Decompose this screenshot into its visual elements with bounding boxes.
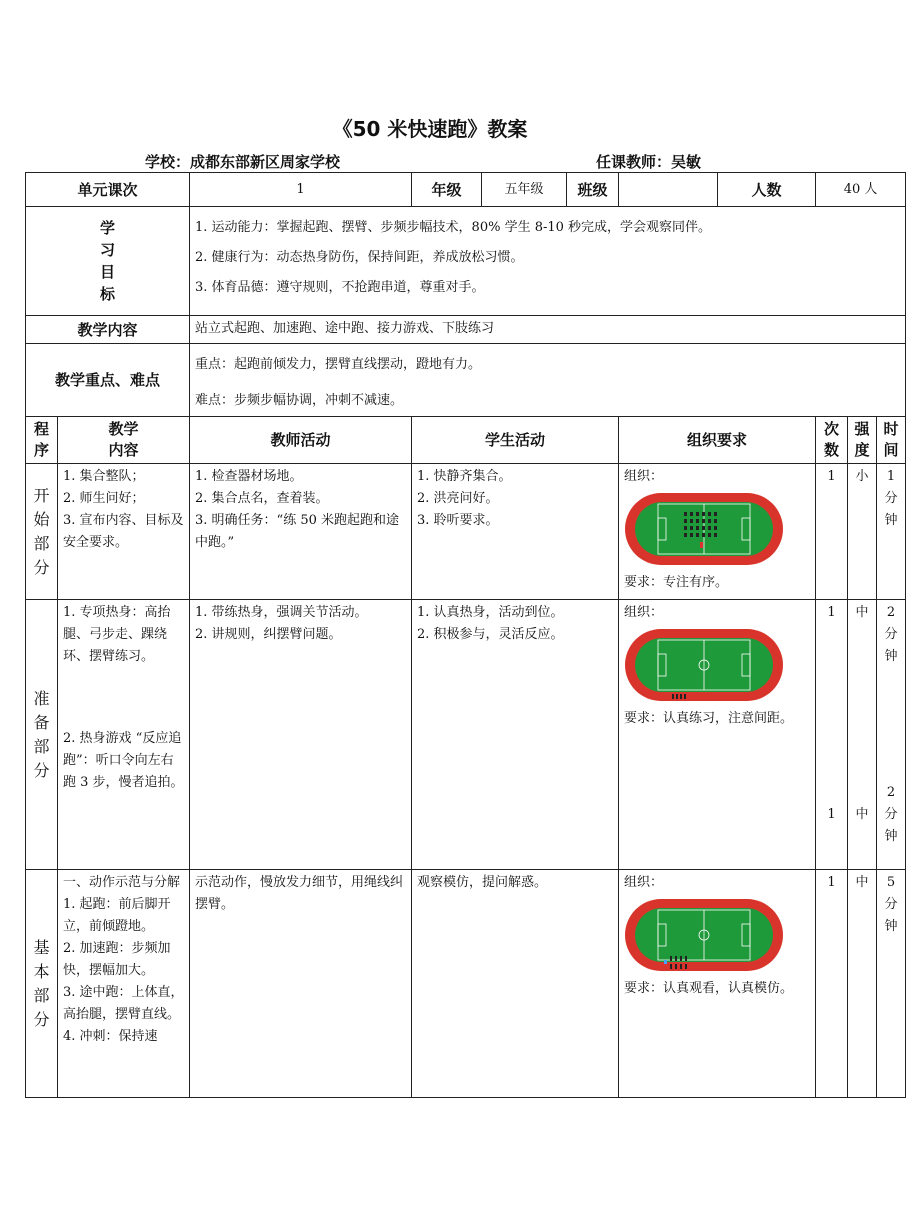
people-value: 40 人 — [816, 173, 906, 207]
grade-label: 年级 — [412, 173, 482, 207]
col-phase: 程 序 — [26, 417, 58, 464]
prepare-times — [816, 600, 848, 870]
phase-basic: 基 本 部 分 — [26, 870, 58, 1098]
teacher-marker-icon — [664, 960, 667, 964]
content-line: 3. 宣布内容、目标及安全要求。 — [63, 513, 184, 550]
basic-duration: 5 分 钟 — [877, 870, 906, 1098]
goals-list — [190, 207, 906, 316]
keypoints-label: 教学重点、难点 — [26, 344, 190, 417]
unit-label: 单元课次 — [26, 173, 190, 207]
content-line: 一、动作示范与分解 — [63, 875, 181, 890]
org-label: 组织： — [624, 875, 664, 890]
track-diagram — [624, 492, 784, 566]
goals-label-char: 标 — [100, 285, 116, 303]
org-requirement: 要求：专注有序。 — [624, 575, 729, 590]
track-diagram — [624, 628, 784, 702]
goal-item: 2. 健康行为：动态热身防伤，保持间距，养成放松习惯。 — [195, 250, 524, 265]
page-title: 《50 米快速跑》教案 — [332, 117, 528, 141]
content-value: 站立式起跑、加速跑、途中跑、接力游戏、下肢练习 — [190, 316, 906, 344]
goals-label — [26, 207, 190, 316]
prepare-content — [58, 600, 190, 870]
prepare-duration — [877, 600, 906, 870]
teacher-marker-icon — [700, 542, 703, 548]
start-student — [412, 464, 619, 600]
teacher-line: 2. 讲规则，纠摆臂问题。 — [195, 627, 342, 642]
start-duration: 1 分 钟 — [877, 464, 906, 600]
content-line: 3. 途中跑：上体直，高抬腿，摆臂直线。 — [63, 985, 184, 1022]
prepare-teacher — [190, 600, 412, 870]
times-value: 1 — [827, 605, 836, 620]
grade-value: 五年级 — [482, 173, 567, 207]
content-line: 2. 热身游戏 “反应追跑”：听口令向左右跑 3 步，慢者追拍。 — [63, 731, 184, 790]
org-requirement: 要求：认真练习，注意间距。 — [624, 711, 794, 726]
prepare-org — [619, 600, 816, 870]
org-requirement: 要求：认真观看，认真模仿。 — [624, 981, 794, 996]
basic-org — [619, 870, 816, 1098]
col-duration: 时 间 — [877, 417, 906, 464]
people-label: 人数 — [718, 173, 816, 207]
basic-student: 观察模仿，提问解惑。 — [412, 870, 619, 1098]
col-intensity: 强 度 — [848, 417, 877, 464]
student-line: 1. 快静齐集合。 — [417, 469, 512, 484]
keypoints-cell — [190, 344, 906, 417]
difficulty-point: 难点：步频步幅协调，冲刺不减速。 — [195, 393, 404, 408]
col-teacher: 教师活动 — [190, 417, 412, 464]
student-line: 1. 认真热身，活动到位。 — [417, 605, 564, 620]
intensity-value: 中 — [855, 605, 869, 620]
duration-value: 2 分 钟 — [884, 605, 898, 664]
goals-label-char: 目 — [100, 263, 116, 281]
student-line: 2. 洪亮问好。 — [417, 491, 499, 506]
key-point: 重点：起跑前倾发力，摆臂直线摆动，蹬地有力。 — [195, 357, 482, 372]
content-line: 1. 起跑：前后脚开立，前倾蹬地。 — [63, 897, 171, 934]
col-content: 教学 内容 — [58, 417, 190, 464]
goals-label-char: 学 — [100, 219, 116, 237]
content-line: 1. 专项热身：高抬腿、弓步走、踝绕环、摆臂练习。 — [63, 605, 171, 664]
class-value — [619, 173, 718, 207]
teacher-line: 3. 明确任务：“练 50 米跑起跑和途中跑。” — [195, 513, 400, 550]
content-label: 教学内容 — [26, 316, 190, 344]
org-label: 组织： — [624, 469, 664, 484]
org-label: 组织： — [624, 605, 664, 620]
prepare-student — [412, 600, 619, 870]
intensity-value: 中 — [855, 807, 869, 822]
lesson-plan-table — [25, 172, 906, 1098]
duration-value: 2 分 钟 — [884, 785, 898, 844]
phase-start: 开 始 部 分 — [26, 464, 58, 600]
student-line: 2. 积极参与，灵活反应。 — [417, 627, 564, 642]
teacher-line: 1. 带练热身，强调关节活动。 — [195, 605, 368, 620]
basic-intensity: 中 — [848, 870, 877, 1098]
goals-label-char: 习 — [100, 241, 116, 259]
teacher-name: 任课教师：吴敏 — [596, 153, 702, 171]
student-line: 3. 聆听要求。 — [417, 513, 499, 528]
start-times: 1 — [816, 464, 848, 600]
col-student: 学生活动 — [412, 417, 619, 464]
start-teacher — [190, 464, 412, 600]
basic-teacher: 示范动作，慢放发力细节，用绳线纠摆臂。 — [190, 870, 412, 1098]
teacher-line: 1. 检查器材场地。 — [195, 469, 303, 484]
content-line: 4. 冲刺：保持速 — [63, 1029, 158, 1044]
prepare-intensity — [848, 600, 877, 870]
start-content — [58, 464, 190, 600]
basic-times: 1 — [816, 870, 848, 1098]
teacher-line: 2. 集合点名，查着装。 — [195, 491, 329, 506]
start-intensity: 小 — [848, 464, 877, 600]
col-times: 次 数 — [816, 417, 848, 464]
goal-item: 3. 体育品德：遵守规则，不抢跑串道，尊重对手。 — [195, 280, 485, 295]
content-line: 1. 集合整队； — [63, 469, 145, 484]
class-label: 班级 — [567, 173, 619, 207]
school-name: 学校：成都东部新区周家学校 — [145, 153, 341, 171]
basic-content — [58, 870, 190, 1098]
content-line: 2. 师生问好； — [63, 491, 145, 506]
unit-value: 1 — [190, 173, 412, 207]
col-org: 组织要求 — [619, 417, 816, 464]
track-diagram — [624, 898, 784, 972]
phase-prepare: 准 备 部 分 — [26, 600, 58, 870]
start-org — [619, 464, 816, 600]
goal-item: 1. 运动能力：掌握起跑、摆臂、步频步幅技术，80% 学生 8-10 秒完成，学会观察同伴。 — [195, 220, 712, 235]
times-value: 1 — [827, 807, 836, 822]
content-line: 2. 加速跑：步频加快，摆幅加大。 — [63, 941, 171, 978]
